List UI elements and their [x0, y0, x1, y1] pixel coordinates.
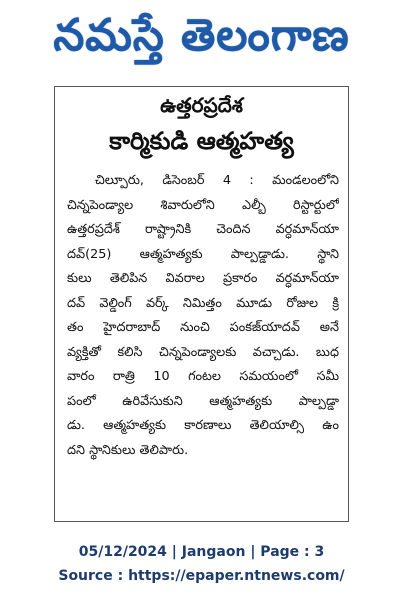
article-line: చిల్పూరు, డిసెంబర్ 4 : మండలంలోని	[95, 173, 339, 188]
source-link[interactable]: Source : https://epaper.ntnews.com/	[58, 568, 345, 584]
article-line: వ్యక్తితో కలిసి చిన్నపెండ్యాలకు వచ్చాడు. బుధ	[67, 344, 339, 360]
article-body	[67, 169, 339, 463]
article-line: డు. ఆత్మహత్యకు కారణాలు తెలియాల్సి ఉం	[67, 418, 339, 433]
article-line: పంలో ఉరివేసుకుని ఆత్మహత్యకు పాల్పడ్డా	[67, 393, 339, 409]
newspaper-logo: నమస్తే తెలంగాణ	[53, 10, 350, 61]
article-line: తం హైదరాబాద్ నుంచి పంకజ్‌యాదవ్ అనే	[67, 320, 339, 335]
article-line: వారం రాత్రి 10 గంటల సమయంలో సమీ	[67, 369, 339, 384]
article-kicker: ఉత్తరప్రదేశ	[160, 93, 243, 117]
news-clipping	[54, 86, 349, 522]
masthead	[0, 0, 403, 82]
article-headline: కార్మికుడి ఆత్మహత్య	[109, 127, 294, 155]
article-line: దవ్ వెల్డింగ్ వర్క్ నిమిత్తం మూడు రోజుల క్రి	[67, 295, 339, 311]
article-line: దని స్థానికులు తెలిపారు.	[67, 442, 189, 458]
edition-meta: 05/12/2024 | Jangaon | Page : 3	[78, 544, 325, 560]
article-line: దవ్(25) ఆత్మహత్యకు పాల్పడ్డాడు. స్థాని	[67, 246, 339, 262]
article-line: కులు తెలిపిన వివరాల ప్రకారం వర్ధమాన్‌యా	[67, 271, 339, 286]
article-line: చిన్నపెండ్యాల శివారులోని ఎల్బీ రిస్టార్టులో	[67, 197, 339, 213]
article-line: ఉత్తరప్రదేశ్ రాష్ట్రానికి చెందిన వర్ధమాన్‌యా	[67, 222, 339, 237]
clipping-footer	[0, 540, 403, 588]
